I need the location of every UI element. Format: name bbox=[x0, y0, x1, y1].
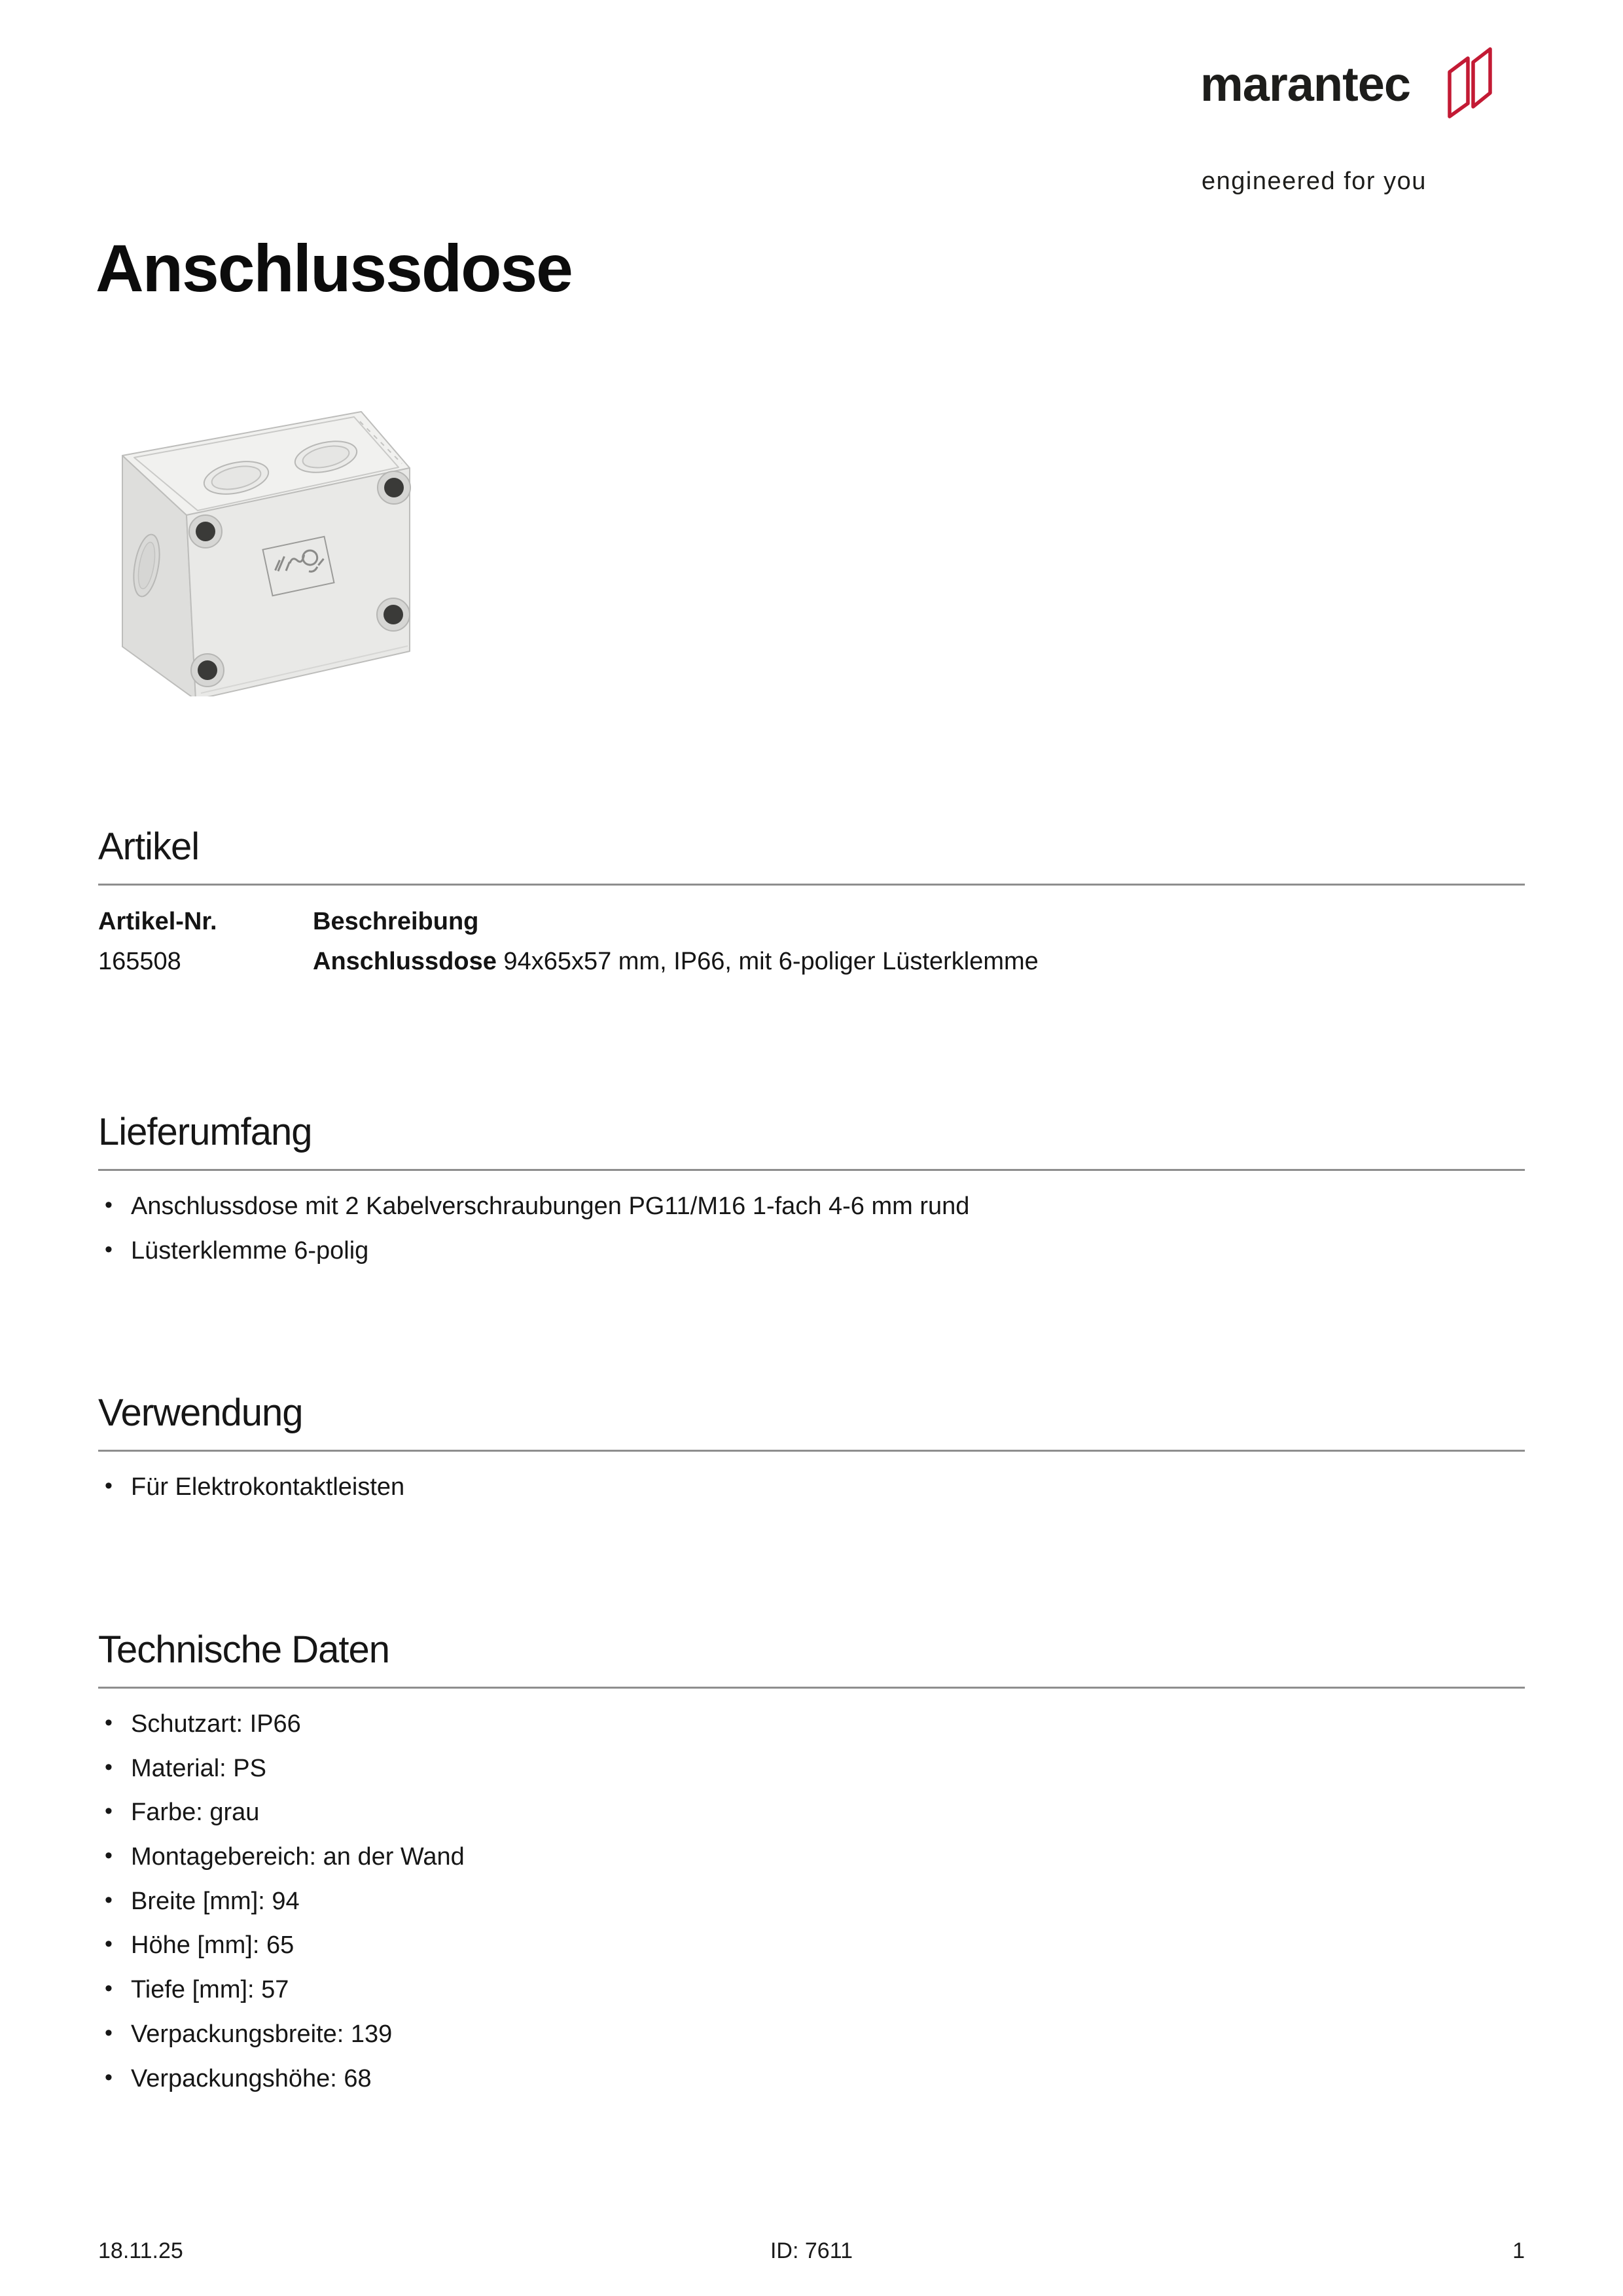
artikel-table-header bbox=[98, 908, 1525, 937]
marantec-panels-icon bbox=[1448, 47, 1492, 119]
brand-wordmark: marantec bbox=[1200, 57, 1411, 111]
footer-page-number: 1 bbox=[1512, 2238, 1525, 2263]
list-item: • Verpackungshöhe: 68 bbox=[98, 2065, 1525, 2094]
section-verwendung bbox=[98, 1391, 1525, 1502]
beschreibung-value bbox=[313, 948, 1039, 977]
list-item: • Material: PS bbox=[98, 1755, 1525, 1784]
section-technische-daten bbox=[98, 1628, 1525, 2093]
screw-top-right bbox=[378, 471, 410, 504]
section-heading-verwendung: Verwendung bbox=[98, 1391, 303, 1434]
section-lieferumfang bbox=[98, 1113, 1525, 1265]
list-item: • Farbe: grau bbox=[98, 1799, 1525, 1827]
verwendung-list bbox=[98, 1473, 1525, 1502]
lieferumfang-list bbox=[98, 1193, 1525, 1265]
screw-bottom-left bbox=[191, 654, 224, 687]
column-header-beschreibung: Beschreibung bbox=[313, 908, 479, 935]
brand-tagline: engineered for you bbox=[1202, 168, 1427, 195]
page-title: Anschlussdose bbox=[96, 231, 572, 306]
beschreibung-details: 94x65x57 mm, IP66, mit 6-poliger Lüsterklemme bbox=[496, 947, 1039, 975]
list-item: • Anschlussdose mit 2 Kabelverschraubungen PG11/M16 1-fach 4-6 mm rund bbox=[98, 1193, 1525, 1221]
screw-bottom-right bbox=[377, 598, 410, 631]
section-heading-technische-daten: Technische Daten bbox=[98, 1628, 390, 1671]
artikel-table bbox=[98, 908, 1525, 976]
page-footer bbox=[98, 2238, 1525, 2267]
list-item: • Breite [mm]: 94 bbox=[98, 1888, 1525, 1916]
section-rule bbox=[98, 884, 1525, 886]
technische-daten-list bbox=[98, 1710, 1525, 2093]
list-item: • Schutzart: IP66 bbox=[98, 1710, 1525, 1739]
list-item: • Lüsterklemme 6-polig bbox=[98, 1237, 1525, 1266]
section-heading-artikel: Artikel bbox=[98, 825, 200, 868]
list-item: • Verpackungsbreite: 139 bbox=[98, 2020, 1525, 2049]
list-item: • Für Elektrokontaktleisten bbox=[98, 1473, 1525, 1502]
brand-logo bbox=[1200, 47, 1492, 195]
section-artikel bbox=[98, 825, 1525, 976]
screw-top-left bbox=[189, 515, 222, 548]
column-header-artikel-nr: Artikel-Nr. bbox=[98, 908, 217, 935]
section-rule bbox=[98, 1450, 1525, 1452]
artikel-nr-value: 165508 bbox=[98, 947, 181, 975]
list-item: • Montagebereich: an der Wand bbox=[98, 1843, 1525, 1872]
beschreibung-product-name: Anschlussdose bbox=[313, 947, 497, 975]
product-image bbox=[115, 401, 415, 696]
list-item: • Tiefe [mm]: 57 bbox=[98, 1976, 1525, 2005]
section-rule bbox=[98, 1169, 1525, 1171]
list-item: • Höhe [mm]: 65 bbox=[98, 1931, 1525, 1960]
section-rule bbox=[98, 1687, 1525, 1689]
footer-doc-id: ID: 7611 bbox=[770, 2238, 853, 2263]
section-heading-lieferumfang: Lieferumfang bbox=[98, 1111, 312, 1153]
footer-date: 18.11.25 bbox=[98, 2238, 183, 2263]
table-row bbox=[98, 948, 1525, 977]
